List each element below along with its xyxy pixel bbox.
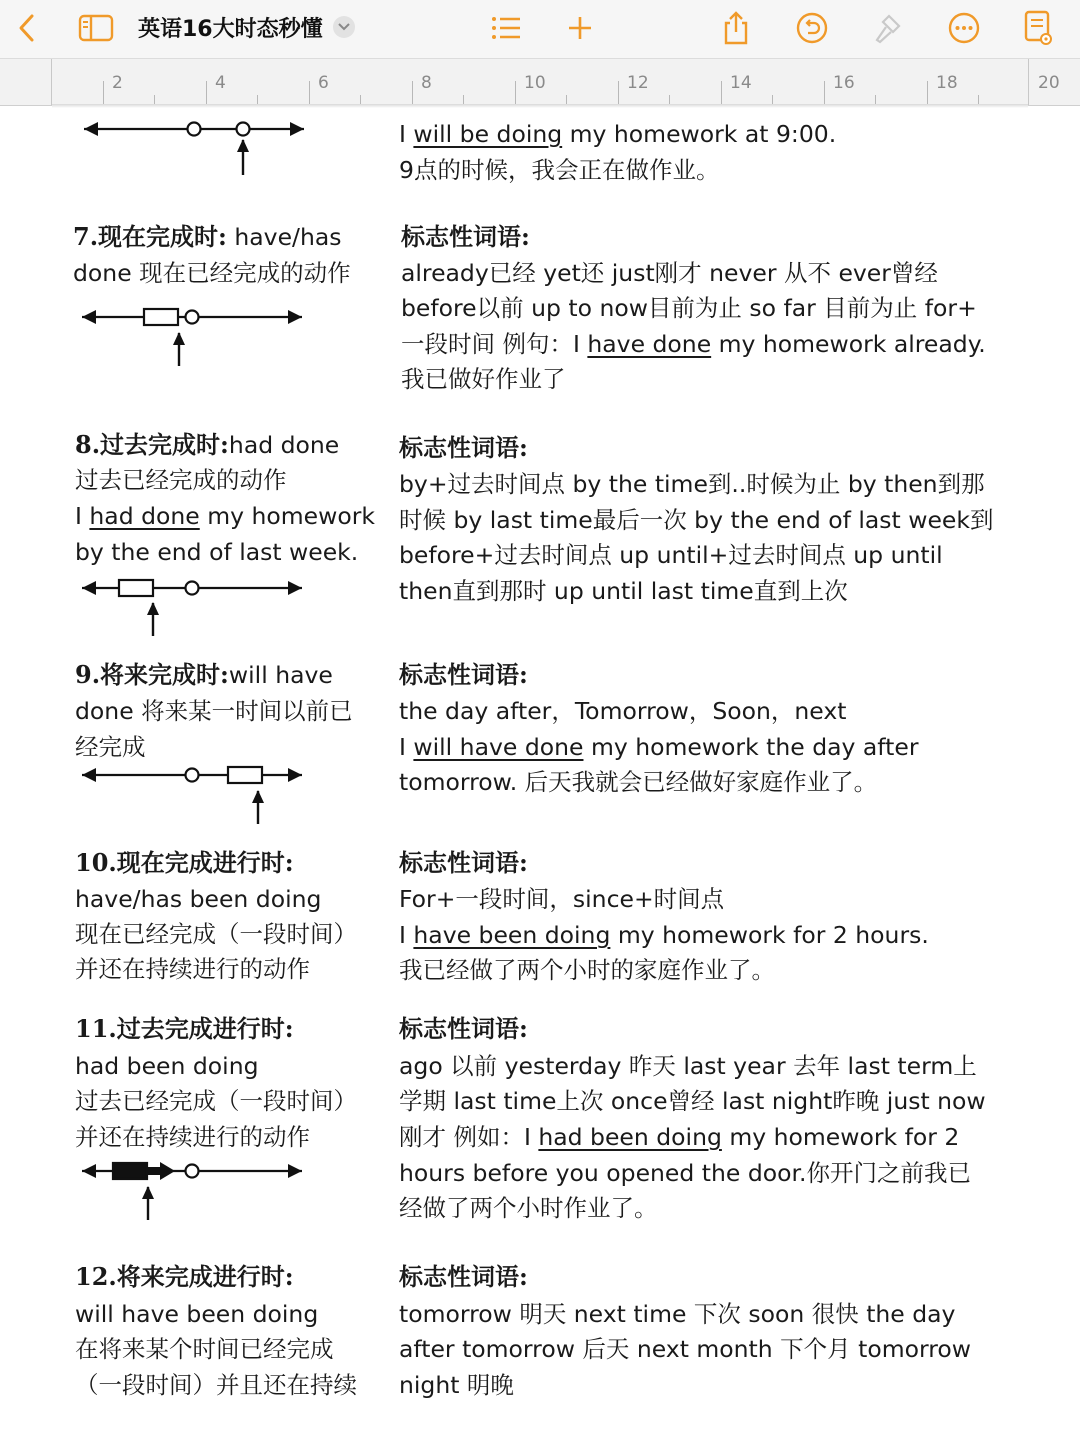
toolbar — [0, 0, 1080, 58]
chevron-down-icon[interactable] — [333, 16, 355, 38]
example-sentence: I have been doing my homework for 2 hours. — [399, 921, 929, 949]
ruler-mark: 18 — [936, 73, 958, 93]
ruler-mark: 10 — [524, 73, 546, 93]
keywords-line: tomorrow 明天 next time 下次 soon 很快 the day — [399, 1300, 956, 1328]
add-icon[interactable] — [560, 8, 600, 48]
section-definition: 经完成 — [75, 733, 146, 761]
format-brush-icon[interactable] — [868, 8, 908, 48]
keywords-heading: 标志性词语: — [401, 222, 530, 251]
keywords-heading: 标志性词语: — [399, 433, 528, 462]
section-definition: 现在已经完成（一段时间） — [75, 920, 357, 948]
document-title-text: 英语16大时态秒懂 — [138, 16, 323, 42]
example-sentence: I will have done my homework the day after — [399, 733, 919, 761]
keywords-line: 学期 last time上次 once曾经 last night昨晚 just now — [399, 1087, 986, 1115]
document-body[interactable] — [0, 104, 1080, 1440]
keywords-heading: 标志性词语: — [399, 1014, 528, 1043]
more-icon[interactable] — [944, 8, 984, 48]
example-translation: 经做了两个小时作业了。 — [399, 1194, 658, 1222]
ruler[interactable] — [0, 58, 1080, 106]
section-definition: 过去已经完成的动作 — [75, 466, 287, 494]
keywords-line: by+过去时间点 by the time到..时候为止 by then到那 — [399, 470, 985, 498]
keywords-line: after tomorrow 后天 next month 下个月 tomorrow — [399, 1335, 971, 1363]
keywords-line: night 明晚 — [399, 1371, 514, 1399]
example-sentence: 一段时间 例句：I have done my homework already. — [401, 330, 986, 358]
example-translation: 9点的时候，我会正在做作业。 — [399, 156, 720, 184]
keywords-heading: 标志性词语: — [399, 1262, 528, 1291]
keywords-line: the day after，Tomorrow，Soon，next — [399, 697, 847, 725]
ruler-mark: 4 — [215, 73, 226, 93]
section-heading: 9.将来完成时:will have — [75, 660, 333, 689]
ruler-mark: 6 — [318, 73, 329, 93]
keywords-line: before以前 up to now目前为止 so far 目前为止 for+ — [401, 294, 977, 322]
section-definition: 并还在持续进行的动作 — [75, 1123, 310, 1151]
ruler-mark: 14 — [730, 73, 752, 93]
section-heading: 10.现在完成进行时: — [75, 848, 294, 877]
document-title[interactable] — [138, 10, 355, 44]
section-definition: 并还在持续进行的动作 — [75, 955, 310, 983]
section-definition: 在将来某个时间已经完成 — [75, 1335, 334, 1363]
list-icon[interactable] — [486, 8, 526, 48]
keywords-line: ago 以前 yesterday 昨天 last year 去年 last term上 — [399, 1052, 977, 1080]
example-translation: 我已做好作业了 — [401, 365, 566, 393]
section-heading: 8.过去完成时:had done — [75, 430, 340, 459]
ruler-mark: 8 — [421, 73, 432, 93]
undo-icon[interactable] — [792, 8, 832, 48]
ruler-mark: 12 — [627, 73, 649, 93]
keywords-line: 时候 by last time最后一次 by the end of last week到 — [399, 506, 994, 534]
example-sentence: by the end of last week. — [75, 538, 359, 566]
section-form: had been doing — [75, 1052, 259, 1080]
section-definition: done 现在已经完成的动作 — [73, 259, 351, 287]
keywords-line: For+一段时间，since+时间点 — [399, 885, 725, 913]
section-definition: 过去已经完成（一段时间） — [75, 1087, 357, 1115]
keywords-heading: 标志性词语: — [399, 660, 528, 689]
example-sentence: I will be doing my homework at 9:00. — [399, 120, 837, 148]
example-translation: 我已经做了两个小时的家庭作业了。 — [399, 956, 775, 984]
section-heading: 7.现在完成时: have/has — [73, 222, 342, 251]
keywords-line: before+过去时间点 up until+过去时间点 up until — [399, 541, 943, 569]
section-form: have/has been doing — [75, 885, 322, 913]
ruler-mark: 20 — [1038, 73, 1060, 93]
keywords-line: already已经 yet还 just刚才 never 从不 ever曾经 — [401, 259, 938, 287]
back-icon[interactable] — [10, 8, 44, 48]
example-sentence: I had done my homework — [75, 502, 375, 530]
example-sentence: hours before you opened the door.你开门之前我已 — [399, 1159, 971, 1187]
section-definition: done 将来某一时间以前已 — [75, 697, 353, 725]
document-settings-icon[interactable] — [1018, 8, 1058, 48]
keywords-heading: 标志性词语: — [399, 848, 528, 877]
keywords-line: then直到那时 up until last time直到上次 — [399, 577, 848, 605]
section-heading: 11.过去完成进行时: — [75, 1014, 294, 1043]
section-heading: 12.将来完成进行时: — [75, 1262, 294, 1291]
section-form: will have been doing — [75, 1300, 319, 1328]
section-definition: （一段时间）并且还在持续 — [75, 1371, 357, 1399]
example-translation: tomorrow. 后天我就会已经做好家庭作业了。 — [399, 768, 878, 796]
ruler-mark: 16 — [833, 73, 855, 93]
sidebar-icon[interactable] — [76, 8, 116, 48]
share-icon[interactable] — [716, 8, 756, 48]
ruler-mark: 2 — [112, 73, 123, 93]
example-sentence: 刚才 例如：I had been doing my homework for 2 — [399, 1123, 960, 1151]
